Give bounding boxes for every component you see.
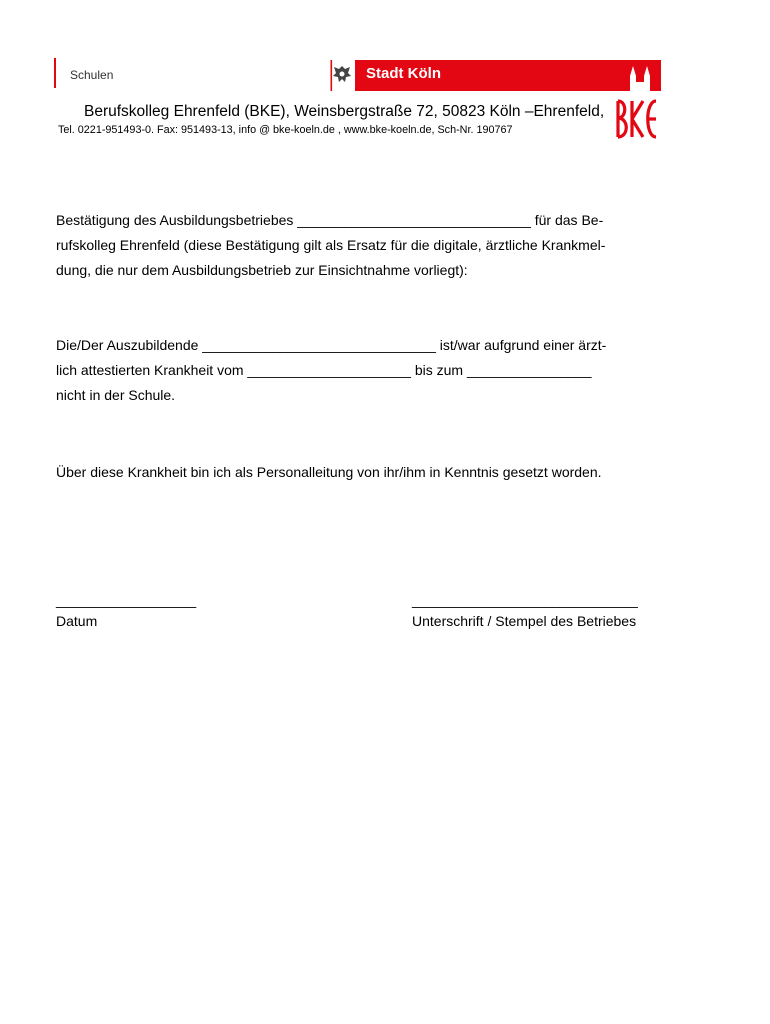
- school-logo: [615, 99, 659, 139]
- date-signature-line: __________________: [56, 592, 197, 608]
- date-label: Datum: [56, 613, 98, 629]
- text-line: dung, die nur dem Ausbildungsbetrieb zur Einsichtnahme vorliegt):: [56, 262, 468, 278]
- text-line: lich attestierten Krankheit vom _____________________ bis zum ________________: [56, 362, 592, 378]
- text-line: Die/Der Auszubildende ______________________________ ist/war aufgrund einer ärzt-: [56, 337, 607, 353]
- text-line: nicht in der Schule.: [56, 387, 176, 403]
- school-address: Berufskolleg Ehrenfeld (BKE), Weinsbergstraße 72, 50823 Köln –Ehrenfeld,: [84, 103, 605, 120]
- signature-label: Unterschrift / Stempel des Betriebes: [412, 613, 637, 629]
- absence-paragraph: [56, 333, 668, 408]
- department-label: Schulen: [70, 68, 114, 82]
- school-contact: Tel. 0221-951493-0. Fax: 951493-13, info @ bke-koeln.de , www.bke-koeln.de, Sch-Nr. 190767: [58, 124, 513, 136]
- text-line: Bestätigung des Ausbildungsbetriebes ______________________________ für das Be-: [56, 212, 604, 228]
- cathedral-icon: [622, 60, 660, 91]
- confirmation-paragraph: [56, 208, 668, 283]
- acknowledgement-paragraph: Über diese Krankheit bin ich als Personalleitung von ihr/ihm in Kenntnis gesetzt worden.: [56, 464, 602, 480]
- text-line: rufskolleg Ehrenfeld (diese Bestätigung gilt als Ersatz für die digitale, ärztliche Krankmel-: [56, 237, 606, 253]
- header-accent-bar: [54, 58, 56, 88]
- city-crest-icon: [330, 60, 354, 91]
- city-logo-text: Stadt Köln: [366, 65, 441, 82]
- company-signature-line: _____________________________: [412, 592, 638, 608]
